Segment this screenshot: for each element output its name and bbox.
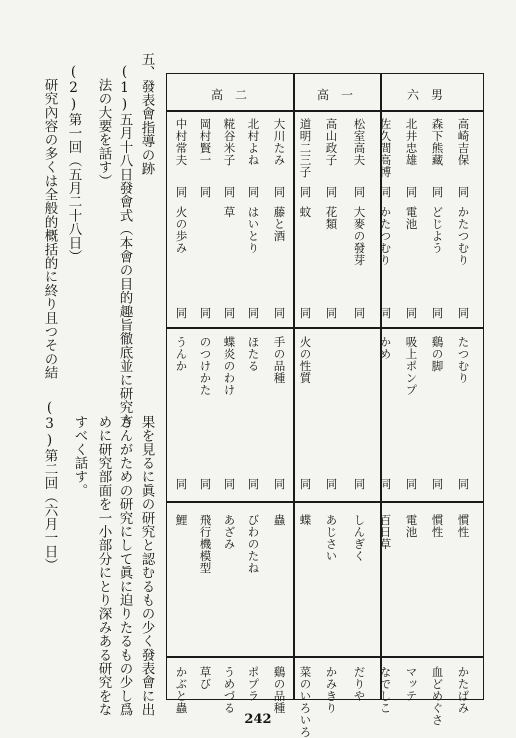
table-cell-s1: 同: [352, 186, 367, 198]
table-cell-r4: びわのたね: [246, 514, 261, 574]
table-cell-r4: 蝶: [298, 514, 313, 526]
table-cell-s2: 同: [430, 307, 445, 319]
table-cell-name: 岡村賢一: [198, 118, 213, 166]
table-cell-r2: 藤と酒: [272, 206, 287, 242]
table-cell-r3: ほたる: [246, 336, 261, 372]
table-cell-r4: 電池: [404, 514, 419, 538]
table-cell-s3: 同: [272, 478, 287, 490]
table-cell-r5: 鷄の品種: [272, 666, 287, 714]
table-cell-r4: 慣性: [430, 514, 445, 538]
table-cell-s3: 同: [378, 478, 393, 490]
table-cell-r2: どじよう: [430, 206, 445, 254]
table-cell-name: 北井忠雄: [404, 118, 419, 166]
table-cell-s1: 同: [246, 186, 261, 198]
table-cell-s2: 同: [246, 307, 261, 319]
continued-line3: めに研究部面を一小部分にとり深みある研究をな: [95, 415, 112, 717]
table-cell-name: 北村よね: [246, 118, 261, 166]
table-cell-s1: 同: [174, 186, 189, 198]
item3-line: (3)第二回（六月一日）: [41, 400, 58, 572]
table-cell-r5: 草び: [198, 666, 213, 690]
table-cell-s3: 同: [324, 478, 339, 490]
table-cell-s2: 同: [456, 307, 471, 319]
table-cell-s2: 同: [272, 307, 287, 319]
table-cell-name: 高山政子: [324, 118, 339, 166]
table-cell-r5: 血どめぐさ: [430, 666, 445, 726]
table-cell-name: 森下熊藏: [430, 118, 445, 166]
table-cell-s2: 同: [378, 307, 393, 319]
table-cell-name: 松室高夫: [352, 118, 367, 166]
group-divider: [293, 74, 295, 699]
table-cell-s1: 同: [222, 186, 237, 198]
table-cell-s1: 同: [378, 186, 393, 198]
table-cell-name: 高崎吉保: [456, 118, 471, 166]
table-cell-s1: 同: [456, 186, 471, 198]
table-cell-s2: 同: [174, 307, 189, 319]
table-cell-r4: あじさい: [324, 514, 339, 562]
table-cell-s2: 同: [404, 307, 419, 319]
table-cell-r5: かみきり: [324, 666, 339, 714]
table-cell-name: 中村常夫: [174, 118, 189, 166]
item2-line1: (2)第一回（五月二十八日）: [65, 64, 82, 264]
table-cell-s1: 同: [430, 186, 445, 198]
table-cell-r3: うんか: [174, 336, 189, 372]
item2-line2: 研究內容の多くは全般的概括的に終り且つその結: [41, 78, 58, 380]
table-cell-name: 大川たみ: [272, 118, 287, 166]
table-cell-r4: 鯉: [174, 514, 189, 526]
table-cell-s1: 同: [404, 186, 419, 198]
table-cell-r3: 吸上ポンプ: [404, 336, 419, 396]
table-cell-r2: 蚊: [298, 206, 313, 218]
table-cell-s3: 同: [352, 478, 367, 490]
table-cell-r5: 菜のいろいろ: [298, 666, 313, 738]
table-cell-name: 佐久間高博: [378, 118, 393, 178]
row-divider: [167, 501, 483, 503]
item1-line1: (1)五月十八日發會式（本會の目的趣旨徹底並に研究方: [116, 64, 133, 428]
table-cell-r2: はいとり: [246, 206, 261, 254]
table-cell-r2: 大麥の發芽: [352, 206, 367, 266]
table-cell-r5: ポプラ: [246, 666, 261, 702]
table-cell-r2: 電池: [404, 206, 419, 230]
table-cell-r5: だりや: [352, 666, 367, 702]
table-cell-s3: 同: [174, 478, 189, 490]
table-cell-s1: 同: [272, 186, 287, 198]
table-cell-r5: かたばみ: [456, 666, 471, 714]
item1-line2: 法の大要を話す）: [95, 78, 112, 188]
table-cell-s3: 同: [198, 478, 213, 490]
table-cell-r2: 花類: [324, 206, 339, 230]
table-cell-r4: 飛行機模型: [198, 514, 213, 574]
table-cell-r5: うめづる: [222, 666, 237, 714]
table-cell-r2: 火の歩み: [174, 206, 189, 254]
table-cell-r3: 蝶炎のわけ: [222, 336, 237, 396]
table-cell-r5: マッテ: [404, 666, 419, 702]
table-cell-r4: 百日草: [378, 514, 393, 550]
group-header-3: 高 二: [211, 88, 248, 102]
table-cell-s2: 同: [324, 307, 339, 319]
continued-line4: すべく話す。: [71, 415, 88, 498]
table-cell-r3: かめ: [378, 336, 393, 360]
table-cell-r3: 火の性質: [298, 336, 313, 384]
table-cell-s2: 同: [222, 307, 237, 319]
table-cell-s1: 同: [298, 186, 313, 198]
table-cell-s1: 同: [324, 186, 339, 198]
table-cell-r4: 蟲: [272, 514, 287, 526]
table-cell-r3: たつむり: [456, 336, 471, 384]
table-cell-s2: 同: [352, 307, 367, 319]
table-cell-r4: しんぎく: [352, 514, 367, 562]
table-cell-r3: 鷄の脚: [430, 336, 445, 372]
row-divider: [167, 327, 483, 329]
table-cell-name: 道明二三子: [298, 118, 313, 178]
table-cell-r5: かぶと蟲: [174, 666, 189, 714]
table-cell-r2: 草: [222, 206, 237, 218]
table-cell-r4: 慣性: [456, 514, 471, 538]
table-cell-r2: かたつむり: [456, 206, 471, 266]
continued-line2: さんがための研究にして眞に迫りたるもの少し爲: [116, 415, 133, 717]
table-cell-r3: 手の品種: [272, 336, 287, 384]
group-header-1: 六 男: [407, 88, 444, 102]
page-number: 242: [244, 712, 272, 727]
row-divider: [167, 656, 483, 658]
table-cell-s3: 同: [404, 478, 419, 490]
table-cell-r4: あざみ: [222, 514, 237, 550]
group-header-2: 高 一: [317, 88, 354, 102]
section-heading: 五、發表會指導の跡: [138, 52, 155, 176]
continued-line1: 果を見るに眞の研究と認むるもの少く發表會に出: [138, 415, 155, 717]
table-cell-r5: なでしこ: [378, 666, 393, 714]
table-cell-s1: 同: [198, 186, 213, 198]
table-cell-s3: 同: [222, 478, 237, 490]
table-cell-s3: 同: [246, 478, 261, 490]
table-cell-s3: 同: [298, 478, 313, 490]
table-cell-r2: かたつむり: [378, 206, 393, 266]
table-cell-s2: 同: [298, 307, 313, 319]
header-divider: [167, 110, 483, 112]
table-cell-r3: のつけかた: [198, 336, 213, 396]
table-cell-s3: 同: [430, 478, 445, 490]
table-cell-s2: 同: [198, 307, 213, 319]
table-cell-s3: 同: [456, 478, 471, 490]
table-cell-name: 糀谷米子: [222, 118, 237, 166]
